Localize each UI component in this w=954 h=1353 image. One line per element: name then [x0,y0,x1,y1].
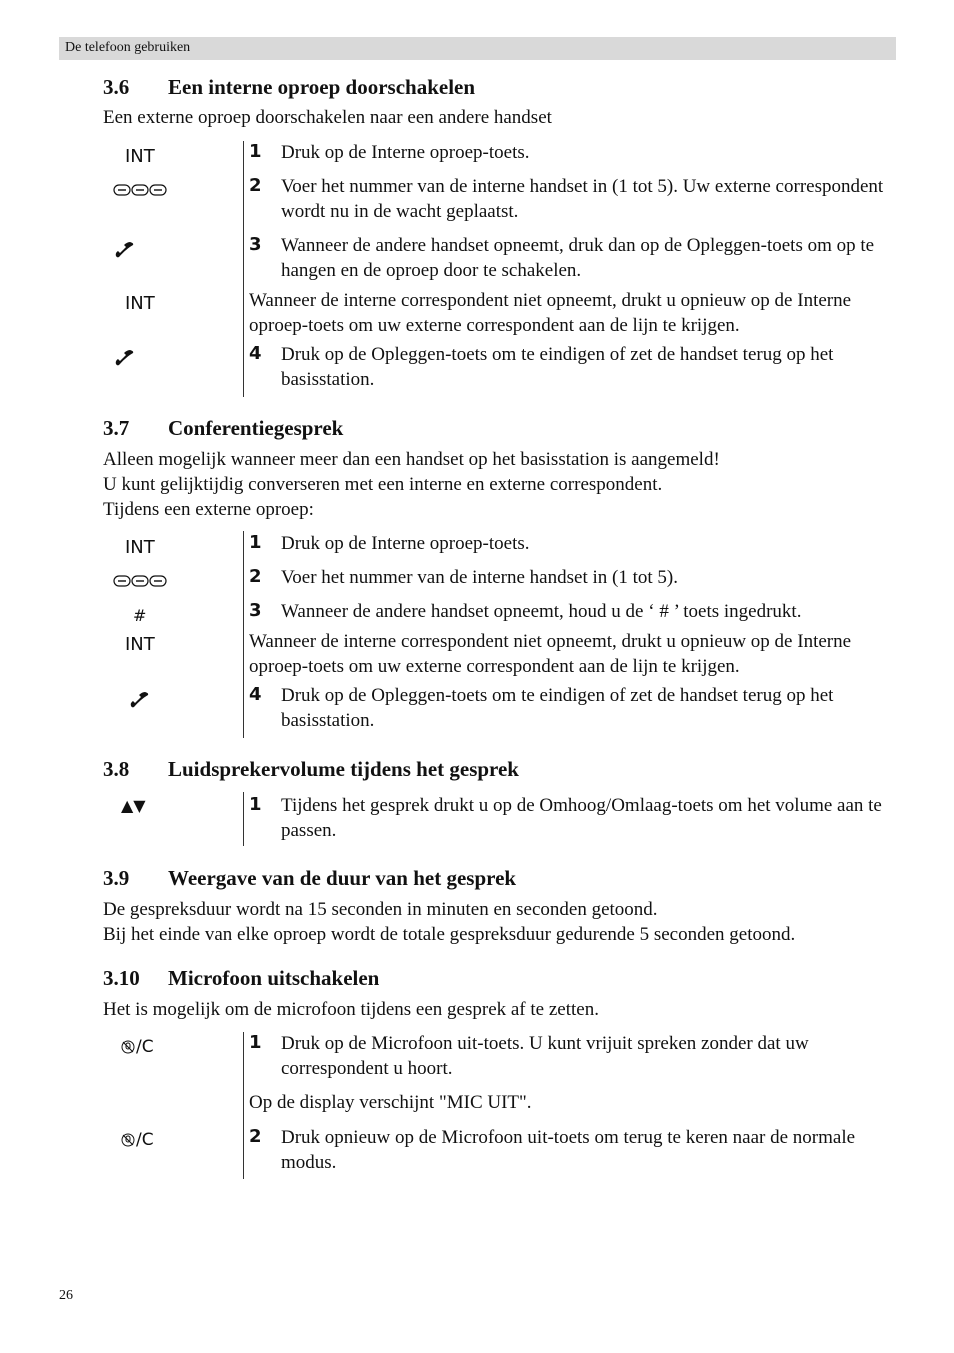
header-bar [59,37,896,60]
section-title-3-9 [103,866,516,891]
divider-line [243,531,244,738]
step-number: 3 [249,234,262,255]
step-number: 1 [249,794,262,815]
handset-icon [128,689,152,709]
divider-line [243,141,244,397]
int-key-icon: INT [125,293,155,314]
mic-crossed-icon [121,1132,136,1148]
step-text: Wanneer de andere handset opneemt, druk dan op de Opleggen-toets om op te hangen en de oproep door te schakelen. [281,235,875,281]
step-text: Druk op de Microfoon uit-toets. U kunt vrijuit spreken zonder dat uw correspondent u hoort. [281,1033,809,1079]
step-text: Voer het nummer van de interne handset in (1 tot 5). [281,567,678,588]
intro-text: Tijdens een externe oproep: [103,499,314,520]
section-title-3-7 [103,416,343,441]
step-text: Druk op de Opleggen-toets om te eindigen of zet de handset terug op het basisstation. [281,344,834,390]
step-number: 3 [249,600,262,621]
step-number: 1 [249,532,262,553]
step-text: Wanneer de andere handset opneemt, houd u de ‘ # ’ toets ingedrukt. [281,601,802,622]
keypad-icon [113,183,167,197]
header-title: De telefoon gebruiken [65,40,191,55]
step-number: 2 [249,175,262,196]
mic-crossed-icon [121,1039,136,1055]
section-heading: Luidsprekervolume tijdens het gesprek [168,757,519,781]
int-key-icon: INT [125,146,155,167]
intro-text: Alleen mogelijk wanneer meer dan een handset op het basisstation is aangemeld! [103,449,720,470]
mic-mute-icon [121,1130,154,1150]
section-number: 3.10 [103,966,140,990]
handset-icon [113,239,137,259]
intro-text: U kunt gelijktijdig converseren met een interne en externe correspondent. [103,474,663,495]
hash-key-icon: # [133,606,147,625]
section-heading: Weergave van de duur van het gesprek [168,866,517,890]
step-number: 4 [249,684,262,705]
mute-key-label: /C [136,1037,154,1057]
section-heading: Conferentiegesprek [168,416,344,440]
mute-key-label: /C [136,1130,154,1150]
section-title-3-8 [103,757,519,782]
section-heading: Microfoon uitschakelen [168,966,380,990]
section-title-3-10 [103,966,379,991]
step-text: Druk opnieuw op de Microfoon uit-toets om terug te keren naar de normale modus. [281,1127,856,1173]
divider-line [243,1032,244,1179]
intro-text: Bij het einde van elke oproep wordt de totale gespreksduur gedurende 5 seconden getoond. [103,924,796,945]
step-number: 1 [249,1032,262,1053]
section-heading: Een interne oproep doorschakelen [168,75,476,99]
step-text: Druk op de Opleggen-toets om te eindigen of zet de handset terug op het basisstation. [281,685,834,731]
intro-text: Het is mogelijk om de microfoon tijdens een gesprek af te zetten. [103,999,599,1020]
intro-text: Een externe oproep doorschakelen naar een andere handset [103,107,552,128]
section-number: 3.9 [103,866,130,890]
page-number: 26 [59,1288,73,1303]
step-number: 4 [249,343,262,364]
note-text: Wanneer de interne correspondent niet opneemt, drukt u opnieuw op de Interne oproep-toets om uw externe correspondent aan de lijn te krijgen. [249,631,852,677]
step-number: 1 [249,141,262,162]
step-text: Druk op de Interne oproep-toets. [281,533,530,554]
mic-mute-icon [121,1037,154,1057]
section-number: 3.7 [103,416,130,440]
step-text: Druk op de Interne oproep-toets. [281,142,530,163]
step-number: 2 [249,566,262,587]
divider-line [243,792,244,846]
intro-text: De gespreksduur wordt na 15 seconden in minuten en seconden getoond. [103,899,658,920]
section-number: 3.8 [103,757,130,781]
step-text: Voer het nummer van de interne handset in (1 tot 5). Uw externe correspondent wordt nu in de wacht geplaatst. [281,176,884,222]
int-key-icon: INT [125,537,155,558]
handset-icon [113,347,137,367]
keypad-icon [113,574,167,588]
section-title-3-6 [103,75,475,100]
step-text: Tijdens het gesprek drukt u op de Omhoog/Omlaag-toets om het volume aan te passen. [281,795,882,841]
note-text: Op de display verschijnt "MIC UIT". [249,1092,532,1113]
section-number: 3.6 [103,75,130,99]
up-down-arrows-icon: ▲▼ [121,796,146,815]
note-text: Wanneer de interne correspondent niet opneemt, drukt u opnieuw op de Interne oproep-toets om uw externe correspondent aan de lijn te krijgen. [249,290,852,336]
step-number: 2 [249,1126,262,1147]
int-key-icon: INT [125,634,155,655]
